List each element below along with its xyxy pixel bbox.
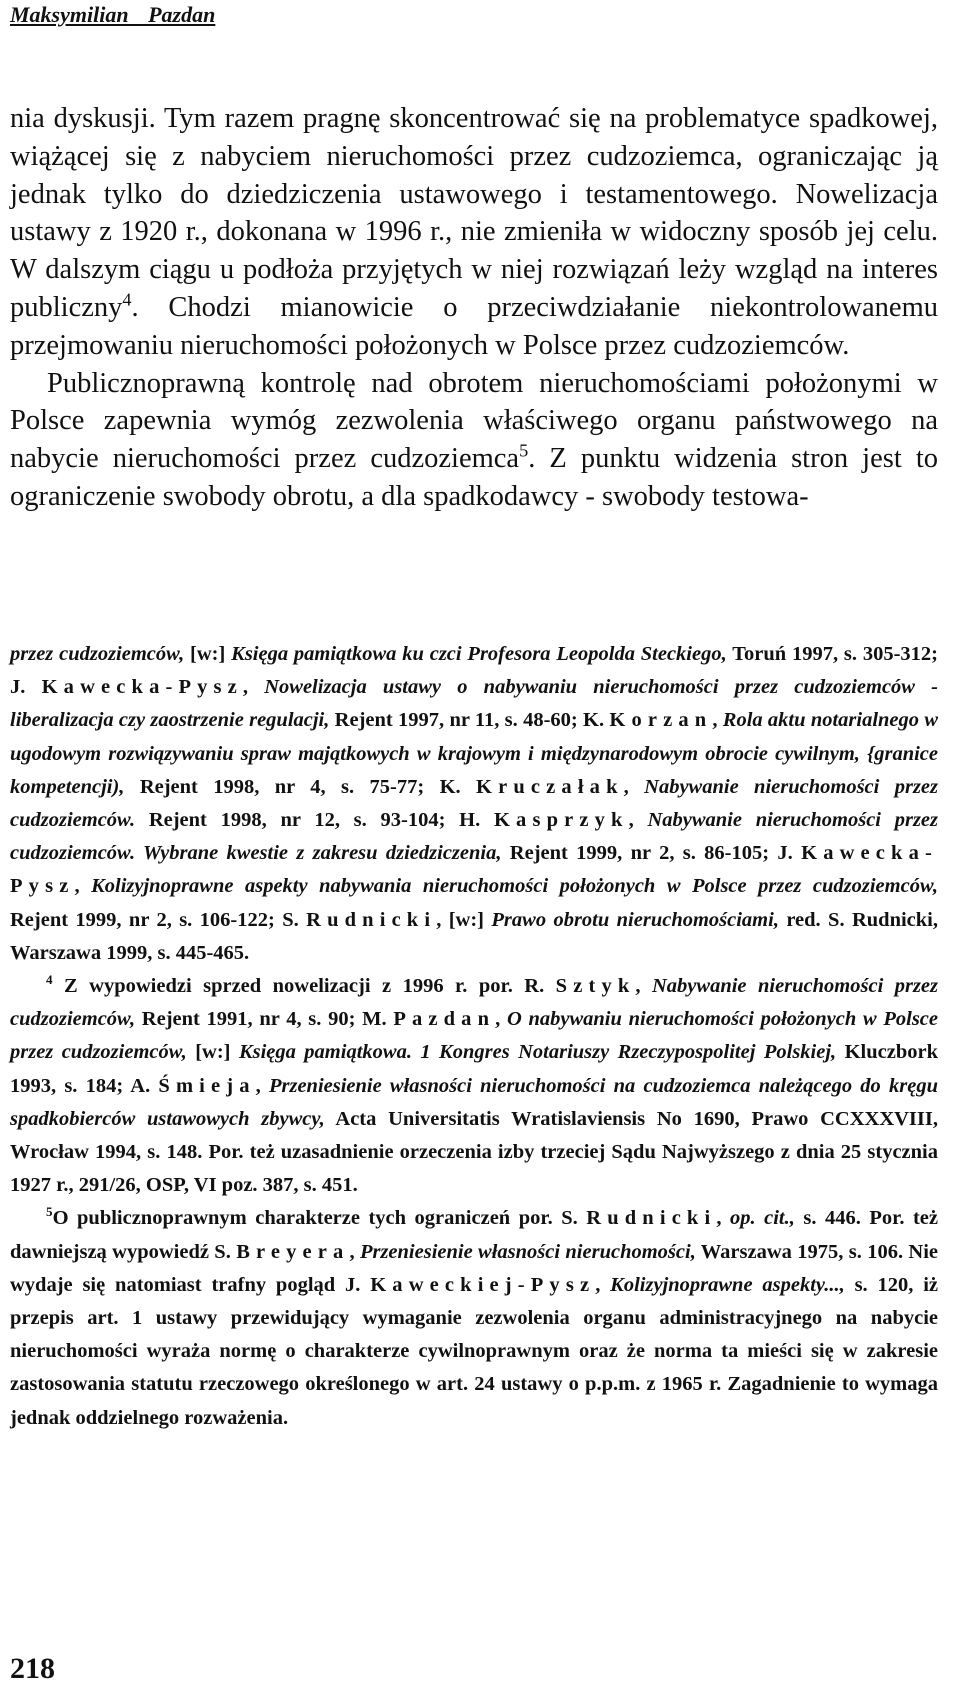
fn-run: O nabywaniu nieruchomości położonych w Polsce przez cudzoziemców,	[10, 1008, 938, 1064]
fn-author: Sztyk	[555, 975, 636, 998]
paragraph	[10, 365, 938, 516]
text-run: . Z punktu widzenia stron jest to ograniczenie swobody obrotu, a dla spadkodawcy - swobody testowa-	[10, 443, 938, 512]
fn-run: op. cit.,	[729, 1207, 795, 1230]
fn-run: ,	[716, 1207, 730, 1230]
fn-author: Kaweckiej-Pysz	[370, 1273, 596, 1296]
fn-run: s. 120, iż przepis art. 1 ustawy przewidujący wymaganie zezwolenia organu administracyjnego na nabycie nieruchomości wyraża normę o charakterze cywilnoprawnym oraz że norma ta mieści się w zakresie zastosowania statutu rzeczowego określonego w art. 24 ustawy o p.p.m. z 1965 r. Zagadnienie to wymaga jednak oddzielnego rozważenia.	[10, 1273, 938, 1429]
fn-run: Księga pamiątkowa. 1 Kongres Notariuszy Rzeczypospolitej Polskiej,	[238, 1041, 837, 1064]
text-run: Publicznoprawną kontrolę nad obrotem nieruchomościami położonymi w Polsce zapewnia wymóg zezwolenia właściwego organu państwowego na nabycie nieruchomości przez cudzoziemca	[10, 367, 938, 475]
fn-author: Kasprzyk	[493, 809, 629, 832]
text-run: . Chodzi mianowicie o przeciwdziałanie niekontrolowanemu przejmowaniu nieruchomości położonych w Polsce przez cudzoziemców.	[10, 291, 938, 361]
fn-run: Przeniesienie własności nieruchomości na cudzoziemca należącego do kręgu spadkobierców ustawowych zbywcy,	[10, 1074, 938, 1130]
page-number: 218	[10, 1652, 55, 1685]
fn-run: ,	[255, 1074, 269, 1097]
fn-run: red. S. Rudnicki, Warszawa 1999, s. 445-465.	[10, 908, 938, 964]
main-text	[10, 100, 938, 516]
fn-run: Rejent 1997, nr 11, s. 48-60; K.	[329, 709, 610, 732]
fn-author: Kawecka-Pysz	[41, 676, 243, 699]
running-header-author: Maksymilian Pazdan	[10, 2, 216, 27]
fn-run: ,	[349, 1240, 360, 1263]
fn-run: O publicznoprawnym charakterze tych ograniczeń por. S.	[52, 1207, 587, 1230]
fn-author: Pazdan	[393, 1008, 496, 1031]
fn-run: ,	[74, 875, 92, 898]
fn-run: Kolizyjnoprawne aspekty...,	[610, 1273, 845, 1296]
fn-run: s. 446. Por. też dawniejszą wypowiedź S.	[10, 1207, 938, 1263]
fn-run: Rejent 1999, nr 2, s. 86-105; J.	[501, 842, 802, 865]
fn-run: Kolizyjnoprawne aspekty nabywania nieruchomości położonych w Polsce przez cudzoziemców,	[91, 875, 938, 898]
footnotes	[10, 638, 938, 1435]
footnote-marker: 4	[46, 972, 53, 988]
fn-run: Acta Universitatis Wratislaviensis No 1690, Prawo CCXXXVIII, Wrocław 1994, s. 148. Por. też uzasadnienie orzeczenia izby trzeciej Sądu Najwyższego z dnia 25 stycznia 1927 r., 291/26, OSP, VI poz. 387, s. 451.	[10, 1107, 938, 1197]
fn-run: ,	[712, 709, 723, 732]
fn-author: Śmieja	[158, 1074, 256, 1097]
fn-run: Przeniesienie własności nieruchomości,	[359, 1240, 696, 1263]
fn-run: [w:]	[184, 643, 232, 665]
fn-run: Kluczbork 1993, s. 184; A.	[10, 1041, 938, 1097]
fn-run: Rejent 1999, nr 2, s. 106-122; S.	[10, 908, 307, 931]
footnote-5	[10, 1202, 938, 1434]
fn-run: przez cudzoziemców,	[10, 643, 185, 665]
footnote-ref: 5	[519, 440, 529, 461]
fn-run: Toruń 1997, s. 305-312; J.	[10, 643, 938, 699]
fn-author: Kruczałak	[476, 775, 624, 798]
fn-run: [w:]	[186, 1041, 239, 1064]
fn-run: ,	[495, 1008, 507, 1031]
fn-run: Rejent 1998, nr 4, s. 75-77; K.	[124, 775, 477, 798]
fn-run: Księga pamiątkowa ku czci Profesora Leopolda Steckiego,	[231, 643, 727, 665]
text-run: nia dyskusji. Tym razem pragnę skoncentrować się na problematyce spadkowej, wiążącej się z nabyciem nieruchomości przez cudzoziemca, ograniczając ją jednak tylko do dziedziczenia ustawowego i testamentowego. Nowelizacja ustawy z 1920 r., dokonana w 1996 r., nie zmieniła w widoczny sposób jej celu. W dalszym ciągu u podłoża przyjętych w niej rozwiązań leży wzgląd na interes publiczny	[10, 103, 938, 323]
paragraph	[10, 100, 938, 365]
fn-run: Warszawa 1975, s. 106. Nie wydaje się natomiast trafny pogląd J.	[10, 1240, 939, 1296]
fn-author: Kawecka-Pysz	[10, 842, 938, 898]
fn-run: ,	[623, 775, 645, 798]
fn-run: ,	[635, 975, 652, 998]
fn-run: Z wypowiedzi sprzed nowelizacji z 1996 r. por. R.	[52, 975, 556, 998]
fn-run: Nabywanie nieruchomości przez cudzoziemców.	[10, 775, 939, 832]
fn-run: Prawo obrotu nieruchomościami,	[491, 908, 779, 931]
footnote-3-continuation	[10, 638, 938, 970]
fn-author: Rudnicki	[586, 1207, 717, 1230]
fn-run: Nabywanie nieruchomości przez cudzoziemców. Wybrane kwestie z zakresu dziedziczenia,	[10, 809, 938, 865]
footnote-4	[10, 970, 938, 1202]
fn-run: Nowelizacja ustawy o nabywaniu nieruchomości przez cudzoziemców - liberalizacja czy zaostrzenie regulacji,	[10, 676, 938, 732]
fn-run: ,	[242, 676, 265, 699]
fn-run: , [w:]	[436, 908, 492, 931]
fn-run: ,	[628, 809, 648, 832]
fn-run: Rola aktu notarialnego w ugodowym rozwiązywaniu spraw majątkowych w krajowym i międzynarodowym obrocie cywilnym, {granice kompetencji),	[10, 709, 939, 798]
footnote-marker: 5	[46, 1204, 53, 1220]
fn-author: Rudnicki	[306, 908, 437, 931]
fn-author: Korzan	[609, 709, 713, 732]
fn-run: Rejent 1991, nr 4, s. 90; M.	[135, 1008, 394, 1031]
fn-run: Rejent 1998, nr 12, s. 93-104; H.	[135, 809, 494, 832]
fn-run: Nabywanie nieruchomości przez cudzoziemców,	[10, 975, 939, 1031]
fn-author: Breyera	[236, 1240, 350, 1263]
fn-run: ,	[595, 1273, 611, 1296]
footnote-ref: 4	[122, 289, 132, 310]
